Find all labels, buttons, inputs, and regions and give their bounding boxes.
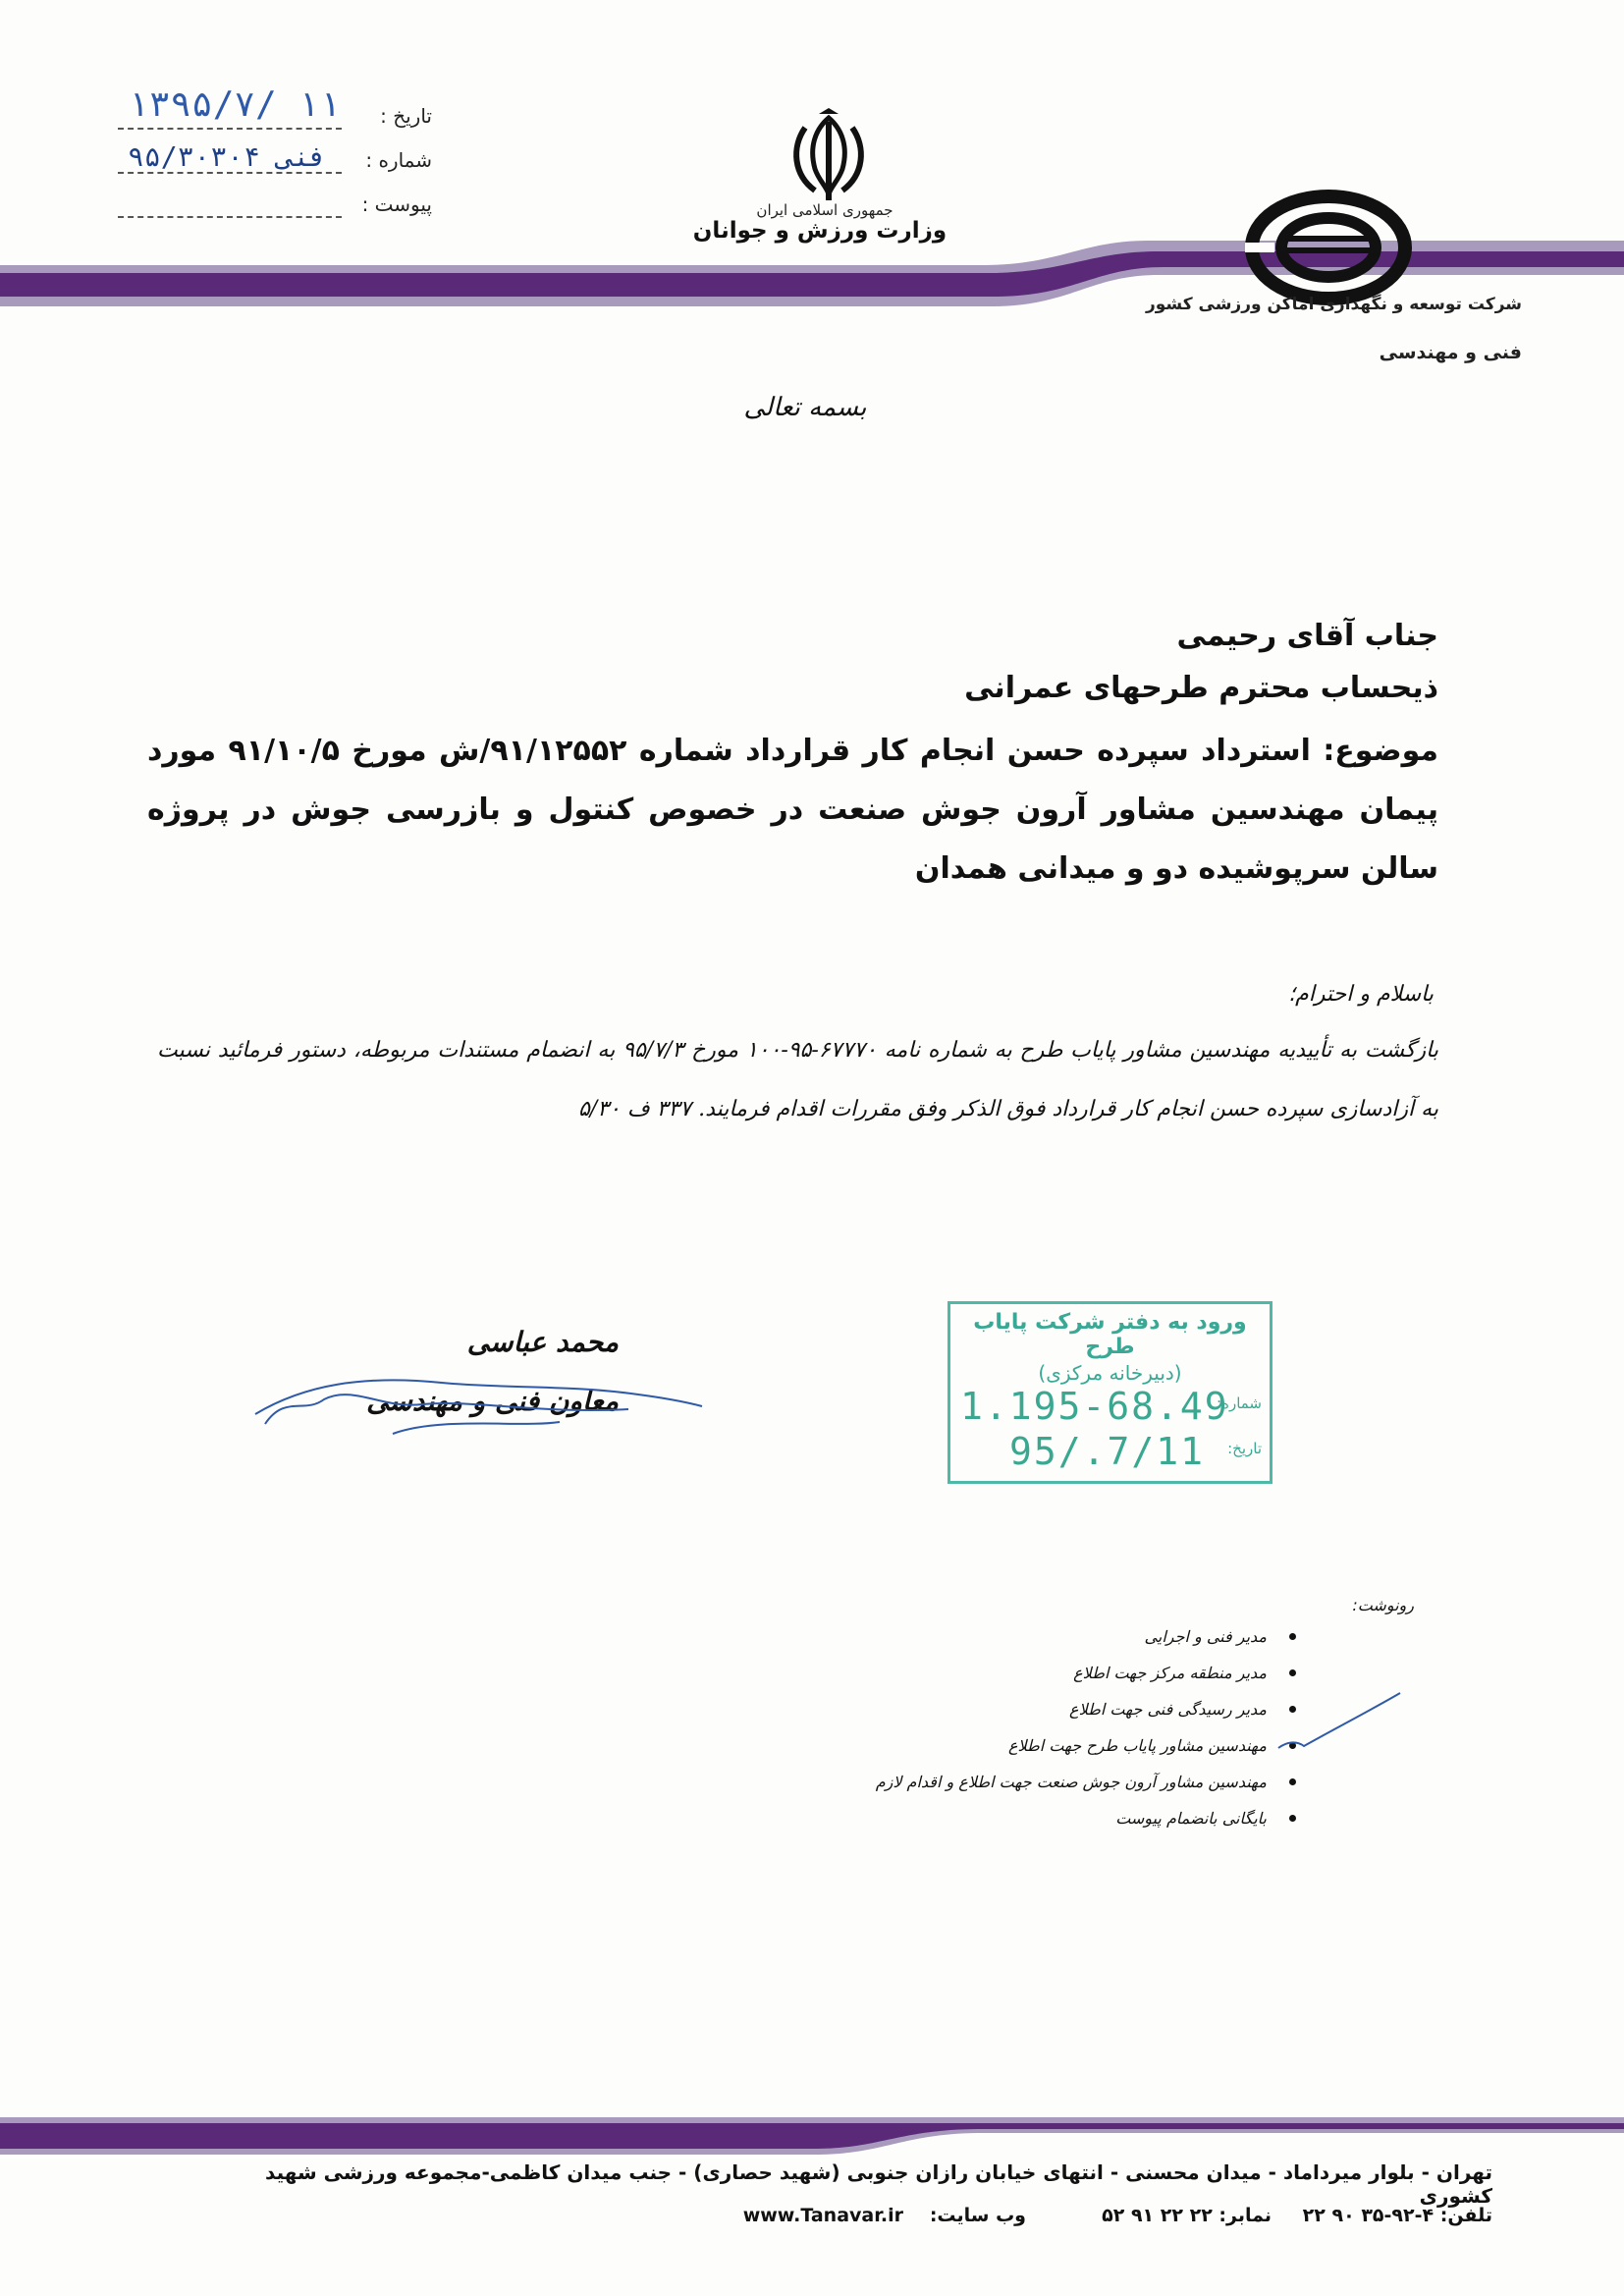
number-field <box>118 142 432 182</box>
attachment-field <box>118 187 432 226</box>
cc-list <box>785 1618 1296 1836</box>
number-label: شماره : <box>365 148 432 172</box>
signature-scrawl-icon <box>245 1355 707 1444</box>
subject: موضوع: استرداد سپرده حسن انجام کار قرارداد شماره ۹۱/۱۲۵۵۲/ش مورخ ۹۱/۱۰/۵ مورد پیمان مهندسین مشاور آرون جوش صنعت در خصوص کنتول و بازرسی جوش در پروژه سالن سرپوشیده دو و میدانی همدان <box>147 734 1438 886</box>
date-field <box>118 84 432 137</box>
department-name: فنی و مهندسی <box>1379 342 1522 363</box>
footer-fax: نمابر: ۲۲ ۲۲ ۹۱ ۵۲ <box>1102 2205 1272 2226</box>
republic-title: جمهوری اسلامی ایران <box>756 201 893 219</box>
footer-website-link[interactable]: www.Tanavar.ir <box>742 2205 903 2226</box>
recipient-name: جناب آقای رحیمی <box>1176 619 1438 653</box>
footer-address: تهران - بلوار میرداماد - میدان محسنی - انتهای خیابان رازان جنوبی (شهید حصاری) - جنب میدان کاظمی-مجموعه ورزشی شهید کشوری <box>265 2160 1492 2208</box>
cc-item: مدیر رسیدگی فنی جهت اطلاع <box>785 1691 1296 1727</box>
greeting: باسلام و احترام؛ <box>1288 982 1434 1007</box>
cc-item: مهندسین مشاور آرون جوش صنعت جهت اطلاع و اقدام لازم <box>785 1764 1296 1800</box>
stamp-line2: (دبیرخانه مرکزی) <box>1038 1361 1182 1385</box>
ministry-title: وزارت ورزش و جوانان <box>692 218 947 244</box>
recipient-title: ذیحساب محترم طرحهای عمرانی <box>964 671 1438 705</box>
stamp-number-label: شماره: <box>1217 1394 1262 1412</box>
stamp-date-label: تاریخ: <box>1227 1440 1262 1457</box>
cc-item: مدیر منطقه مرکز جهت اطلاع <box>785 1655 1296 1691</box>
number-handwritten: ۹۵/۳۰۳۰۴ فنی <box>128 140 327 173</box>
receipt-stamp <box>947 1301 1272 1484</box>
iran-emblem-icon <box>785 108 872 206</box>
footer-web-label: وب سایت: <box>929 2205 1026 2226</box>
company-name: شرکت توسعه و نگهداری اماکن ورزشی کشور <box>1145 295 1522 314</box>
signatory-title: معاون فنی و مهندسی <box>366 1385 619 1417</box>
cc-item: مدیر فنی و اجرایی <box>785 1618 1296 1655</box>
basmala: بسمه تعالی <box>743 393 867 422</box>
cc-item: بایگانی بانضمام پیوست <box>785 1800 1296 1836</box>
stamp-date-value: 95/.7/11 <box>1009 1430 1206 1473</box>
checkmark-icon <box>1276 1689 1404 1758</box>
cc-title: رونوشت: <box>1352 1596 1414 1614</box>
stamp-line1: ورود به دفتر شرکت پایاب طرح <box>973 1310 1247 1359</box>
footer-phone: تلفن: ۴-۹۲-۳۵ ۹۰ ۲۲ <box>1302 2205 1492 2226</box>
date-handwritten: ۱۳۹۵/۷/ ۱۱ <box>128 84 341 125</box>
date-label: تاریخ : <box>380 104 432 128</box>
cc-item: مهندسین مشاور پایاب طرح جهت اطلاع <box>785 1727 1296 1764</box>
attachment-label: پیوست : <box>361 192 432 216</box>
signatory-name: محمد عباسی <box>466 1326 619 1358</box>
stamp-number-value: 1.195-68.49 <box>960 1385 1229 1428</box>
letter-body: بازگشت به تأییدیه مهندسین مشاور پایاب طرح به شماره نامه ۶۷۷۷۰-۹۵-۱۰۰ مورخ ۹۵/۷/۳ به انضمام مستندات مربوطه، دستور فرمائید نسبت به آزادسازی سپرده حسن انجام کار قرارداد فوق الذکر وفق مقررات اقدام فرمایند. ۳۳۷ ف ۵/۳۰ <box>157 1038 1439 1121</box>
